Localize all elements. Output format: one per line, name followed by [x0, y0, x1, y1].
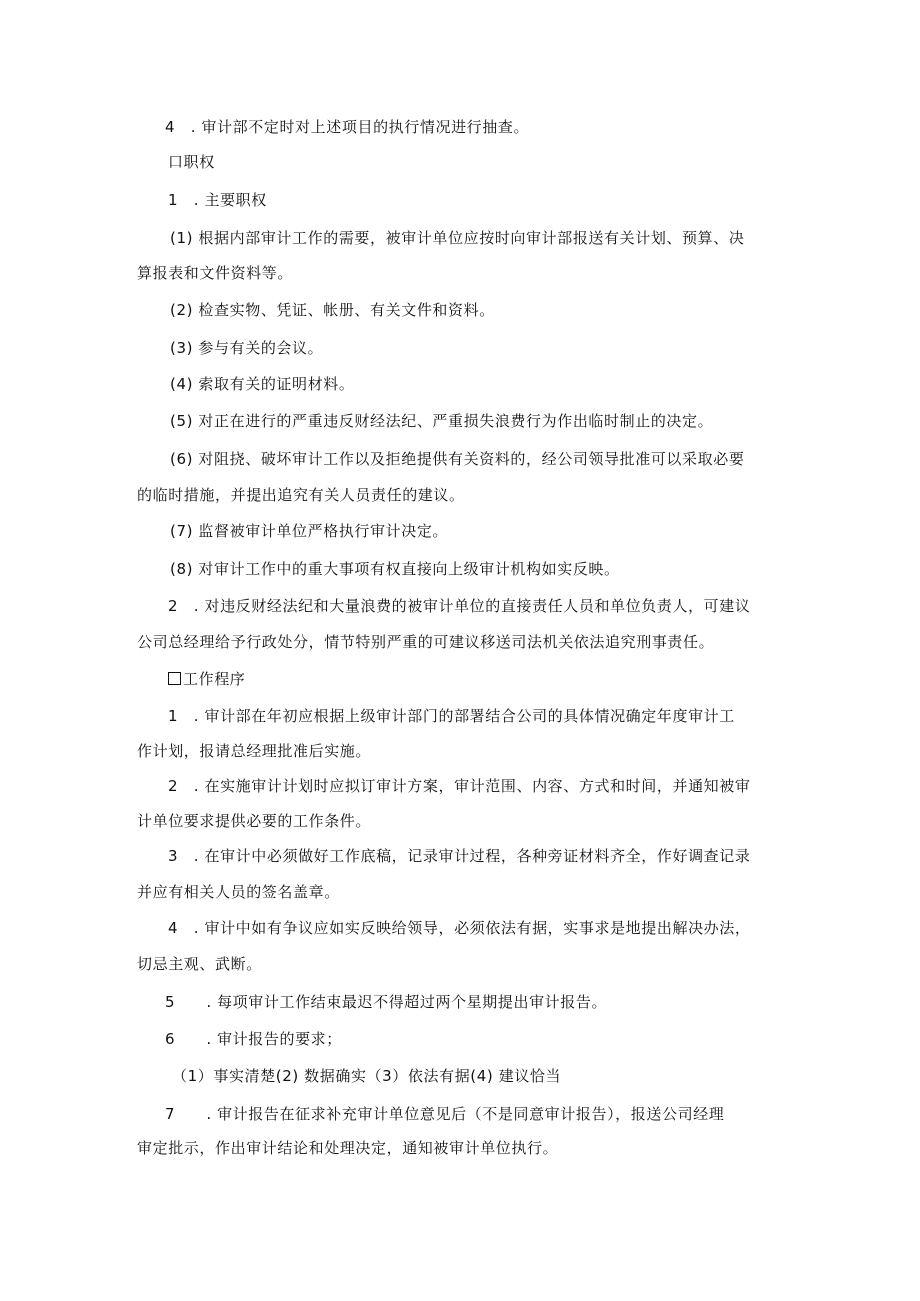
procedure-item-7-line-2: 审定批示，作出审计结论和处理决定，通知被审计单位执行。	[137, 1139, 559, 1157]
procedure-item-3-line-2: 并应有相关人员的签名盖章。	[137, 883, 340, 901]
subheading-main-authority: 1 . 主要职权	[168, 191, 267, 209]
procedure-item-5: 5 . 每项审计工作结束最迟不得超过两个星期提出审计报告。	[165, 993, 608, 1011]
procedure-item-3-line-1: 3 . 在审计中必须做好工作底稿，记录审计过程，各种旁证材料齐全，作好调查记录	[168, 847, 751, 865]
authority-item-3: (3) 参与有关的会议。	[170, 339, 324, 357]
authority-item-1-line-2: 算报表和文件资料等。	[137, 264, 294, 282]
authority-item-5: (5) 对正在进行的严重违反财经法纪、严重损失浪费行为作出临时制止的决定。	[170, 412, 714, 430]
procedure-item-2-line-1: 2 . 在实施审计计划时应拟订审计方案，审计范围、内容、方式和时间，并通知被审	[168, 777, 751, 795]
report-requirements-list: （1）事实清楚(2) 数据确实（3）依法有据(4) 建议恰当	[172, 1067, 562, 1085]
procedure-item-6: 6 . 审计报告的要求；	[165, 1030, 342, 1048]
authority-item-6-line-2: 的临时措施，并提出追究有关人员责任的建议。	[137, 486, 465, 504]
authority-item-8: (8) 对审计工作中的重大事项有权直接向上级审计机构如实反映。	[170, 560, 620, 578]
authority-item-6-line-1: (6) 对阻挠、破坏审计工作以及拒绝提供有关资料的，经公司领导批准可以采取必要	[170, 450, 745, 468]
paragraph-item-2-line-2: 公司总经理给予行政处分，情节特别严重的可建议移送司法机关依法追究刑事责任。	[137, 633, 715, 651]
procedure-item-7-line-1: 7 . 审计报告在征求补充审计单位意见后（不是同意审计报告），报送公司经理	[165, 1105, 725, 1123]
paragraph-item-4-spot-check: 4 . 审计部不定时对上述项目的执行情况进行抽查。	[165, 118, 530, 136]
section-heading-procedure-label: 工作程序	[183, 670, 246, 688]
procedure-item-2-line-2: 计单位要求提供必要的工作条件。	[137, 812, 372, 830]
procedure-item-1-line-2: 作计划，报请总经理批准后实施。	[137, 742, 372, 760]
paragraph-item-2-line-1: 2 . 对违反财经法纪和大量浪费的被审计单位的直接责任人员和单位负责人，可建议	[168, 597, 751, 615]
procedure-item-4-line-2: 切忌主观、武断。	[137, 955, 262, 973]
section-heading-authority: 口职权	[168, 153, 215, 171]
checkbox-square-icon	[168, 672, 181, 685]
authority-item-1-line-1: (1) 根据内部审计工作的需要，被审计单位应按时向审计部报送有关计划、预算、决	[170, 229, 745, 247]
section-heading-procedure	[168, 669, 245, 689]
authority-item-4: (4) 索取有关的证明材料。	[170, 375, 355, 393]
authority-item-7: (7) 监督被审计单位严格执行审计决定。	[170, 522, 449, 540]
authority-item-2: (2) 检查实物、凭证、帐册、有关文件和资料。	[170, 301, 495, 319]
procedure-item-4-line-1: 4 . 审计中如有争议应如实反映给领导，必须依法有据，实事求是地提出解决办法，	[168, 919, 751, 937]
procedure-item-1-line-1: 1 . 审计部在年初应根据上级审计部门的部署结合公司的具体情况确定年度审计工	[168, 707, 735, 725]
